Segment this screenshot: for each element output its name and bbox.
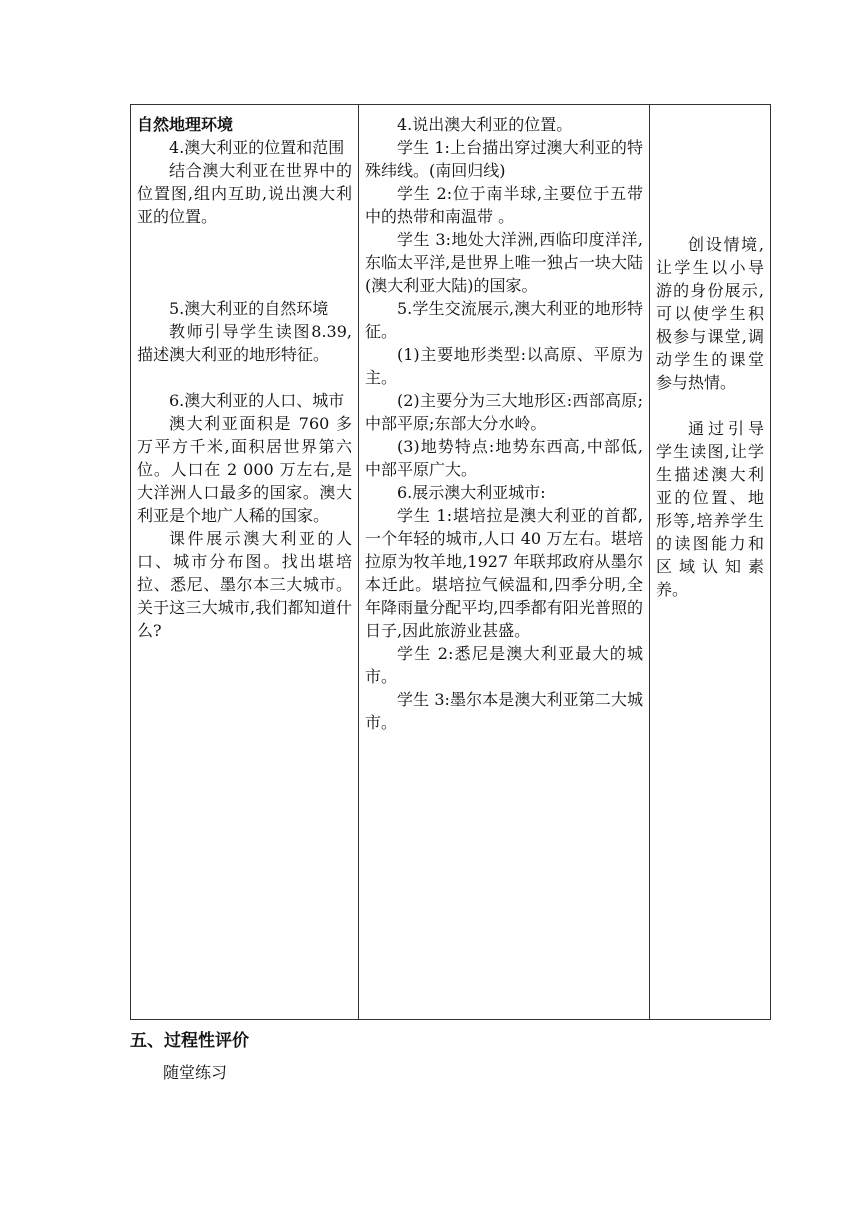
student-p2: 学生 1:上台描出穿过澳大利亚的特殊纬线。(南回归线) xyxy=(365,138,643,180)
student-p8: (3)地势特点:地势东西高,中部低,中部平原广大。 xyxy=(365,437,643,479)
item6-title: 6.澳大利亚的人口、城市 xyxy=(169,391,345,410)
item4-title: 4.澳大利亚的位置和范围 xyxy=(169,138,345,157)
design-intent-p1: 创设情境,让学生以小导游的身份展示,可以使学生积极参与课堂,调动学生的课堂参与热情。 xyxy=(656,235,764,392)
student-p3: 学生 2:位于南半球,主要位于五带中的热带和南温带 。 xyxy=(365,184,643,226)
item4-text: 结合澳大利亚在世界中的位置图,组内互助,说出澳大利亚的位置。 xyxy=(137,161,352,226)
student-p7: (2)主要分为三大地形区:西部高原;中部平原;东部大分水岭。 xyxy=(365,391,643,433)
student-p11: 学生 2:悉尼是澳大利亚最大的城市。 xyxy=(365,644,643,686)
teacher-activity-cell xyxy=(131,105,359,1020)
student-p12: 学生 3:墨尔本是澳大利亚第二大城市。 xyxy=(365,690,643,732)
section-heading: 五、过程性评价 xyxy=(130,1031,249,1051)
student-p10: 学生 1:堪培拉是澳大利亚的首都,一个年轻的城市,人口 40 万左右。堪培拉原为牧羊地,1927 年联邦政府从墨尔本迁此。堪培拉气候温和,四季分明,全年降雨量分配平均,四季都有阳光普照的日子,因此旅游业甚盛。 xyxy=(365,506,643,640)
design-intent-cell xyxy=(650,105,771,1020)
item6-text2: 课件展示澳大利亚的人口、城市分布图。找出堪培拉、悉尼、墨尔本三大城市。关于这三大城市,我们都知道什么? xyxy=(137,529,352,640)
student-activity-cell xyxy=(359,105,650,1020)
student-p4: 学生 3:地处大洋洲,西临印度洋洋,东临太平洋,是世界上唯一独占一块大陆(澳大利亚大陆)的国家。 xyxy=(365,230,643,295)
section-title: 自然地理环境 xyxy=(137,115,234,134)
section-subline: 随堂练习 xyxy=(163,1063,228,1082)
item5-text: 教师引导学生读图8.39,描述澳大利亚的地形特征。 xyxy=(137,322,352,364)
student-p5: 5.学生交流展示,澳大利亚的地形特征。 xyxy=(365,299,643,341)
item5-title: 5.澳大利亚的自然环境 xyxy=(169,299,329,318)
table-row xyxy=(131,105,771,1020)
student-p1: 4.说出澳大利亚的位置。 xyxy=(397,115,573,134)
item6-text1: 澳大利亚面积是 760 多万平方千米,面积居世界第六位。人口在 2 000 万左右,是大洋洲人口最多的国家。澳大利亚是个地广人稀的国家。 xyxy=(137,414,352,525)
student-p9: 6.展示澳大利亚城市: xyxy=(397,483,546,502)
design-intent-p2: 通过引导学生读图,让学生描述澳大利亚的位置、地形等,培养学生的读图能力和区域认知素养。 xyxy=(656,419,764,599)
student-p6: (1)主要地形类型:以高原、平原为主。 xyxy=(365,345,643,387)
lesson-table xyxy=(130,104,771,1020)
